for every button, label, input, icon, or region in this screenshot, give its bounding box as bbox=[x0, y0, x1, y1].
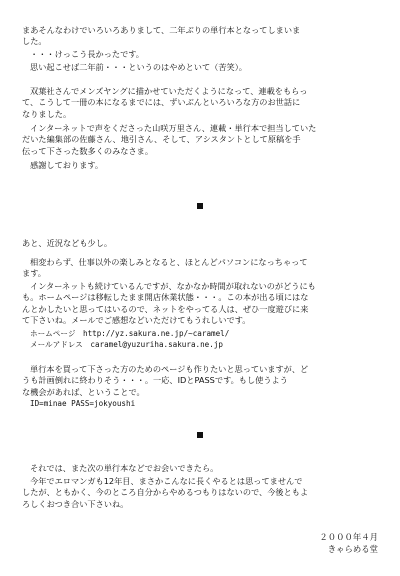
text-line: 双葉社さんでメンズヤングに描かせていただくようになって、連載をもらっ bbox=[30, 86, 308, 96]
text-line: だいた編集部の佐藤さん、地引さん、そして、アシスタントとして原稿を手 bbox=[22, 134, 301, 145]
text-line: した。 bbox=[22, 36, 47, 47]
section-divider-square bbox=[197, 203, 203, 209]
paragraph-pc-hobby bbox=[22, 257, 390, 280]
text-line: それでは、また次の単行本などでお会いできたら。 bbox=[30, 463, 219, 473]
text-line: インターネットも続けているんですが、なかなか時間が取れないのがどうにも bbox=[30, 281, 316, 291]
paragraph-thanks-people bbox=[22, 123, 390, 157]
paragraph-internet bbox=[22, 281, 390, 326]
paragraph-farewell bbox=[22, 463, 390, 474]
text-line: 思い起こせば二年前・・・というのはやめといて（苦笑）。 bbox=[30, 62, 247, 72]
paragraph-reader-page bbox=[22, 364, 390, 409]
text-line: ます。 bbox=[22, 268, 46, 279]
text-line: なりました。 bbox=[22, 108, 72, 119]
paragraph-futabasha bbox=[22, 86, 390, 120]
text-line: したが、ともかく、今のところ自分からやめるつもりはないので、今後ともよ bbox=[22, 487, 309, 498]
text-line: インターネットで声をくださった山咲万里さん、連載・単行本で担当していた bbox=[30, 123, 317, 133]
paragraph-two-years-ago bbox=[22, 62, 390, 73]
text-line: 感謝しております。 bbox=[30, 160, 104, 170]
signature-date: ２０００年４月 bbox=[319, 532, 378, 542]
paragraph-twelve-years bbox=[22, 476, 390, 510]
text-line: まあそんなわけでいろいろありまして、二年ぶりの単行本となってしまいま bbox=[22, 25, 301, 35]
paragraph-recent-news bbox=[22, 238, 390, 249]
paragraph-long-time bbox=[22, 49, 390, 60]
text-line: ・・・けっこう長かったです。 bbox=[30, 49, 144, 59]
paragraph-gratitude bbox=[22, 160, 390, 171]
text-line: ろしくおつき合い下さいね。 bbox=[22, 498, 129, 509]
signature bbox=[319, 531, 378, 555]
text-line: あと、近況なども少し。 bbox=[22, 238, 113, 248]
section-divider-square bbox=[197, 432, 203, 438]
text-line: て下さいね。メールでご感想などいただけてもうれしいです。 bbox=[22, 314, 251, 325]
text-line: 単行本を買って下さった方のためのページも作りたいと思っていますが、ど bbox=[30, 364, 309, 374]
text-line: 相変わらず、仕事以外の楽しみとなると、ほとんどパソコンになっちゃって bbox=[30, 257, 308, 267]
text-line: うも計画倒れに終わりそう・・・。一応、IDとPASSです。もし使うよう bbox=[22, 375, 288, 386]
text-line: んとかしたいと思ってはいるので、ネットをやってる人は、ぜひ一度遊びに来 bbox=[22, 303, 309, 314]
text-line: て、こうして一冊の本になるまでには、ずいぶんといろいろな方のお世話に bbox=[22, 97, 301, 108]
signature-author: きゃらめる堂 bbox=[327, 544, 378, 554]
text-line: な機会があれば、ということで。 bbox=[22, 386, 145, 397]
id-pass-line: ID=minae PASS=jokyoushi bbox=[30, 398, 136, 408]
text-line: も。ホームページは移転したまま開店休業状態・・・。この本が出る頃にはな bbox=[22, 292, 309, 303]
paragraph-contact bbox=[22, 328, 390, 351]
text-line: 伝って下さった数多くのみなさま。 bbox=[22, 145, 154, 156]
text-line: 今年でエロマンガも12年目、まさかこんなに長くやるとは思ってませんで bbox=[30, 476, 303, 486]
paragraph-intro bbox=[22, 25, 390, 48]
homepage-url[interactable]: ホームページ http://yz.sakura.ne.jp/~caramel/ bbox=[30, 329, 230, 338]
email-address[interactable]: メールアドレス caramel@yuzuriha.sakura.ne.jp bbox=[30, 340, 223, 350]
